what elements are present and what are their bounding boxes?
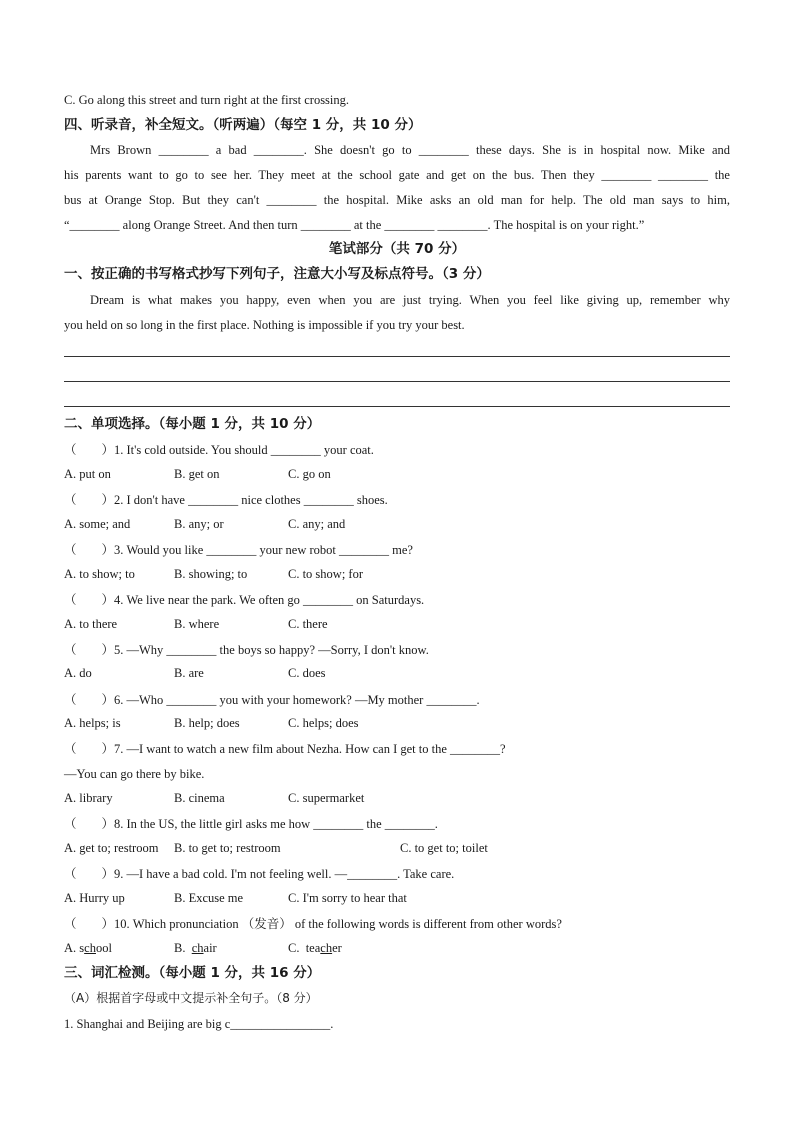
question-10-options — [64, 941, 730, 957]
question-2-options — [64, 517, 730, 533]
question-1: （ ）1. It's cold outside. You should ________ your coat. — [64, 443, 374, 457]
copy-text-line-2: you held on so long in the first place. Nothing is impossible if you try your best. — [64, 318, 465, 332]
question-6: （ ）6. —Who ________ you with your homework? —My mother ________. — [64, 693, 480, 707]
section-3-title: 三、词汇检测。（每小题 1 分，共 16 分） — [64, 965, 321, 981]
option-c: C. supermarket — [288, 791, 365, 805]
vocab-question-1: 1. Shanghai and Beijing are big c________________. — [64, 1017, 334, 1031]
question-5-options — [64, 666, 730, 682]
option-c: C. I'm sorry to hear that — [288, 891, 407, 905]
option-b: B. get on — [174, 467, 220, 481]
option-b: B. Excuse me — [174, 891, 244, 905]
option-a: A. some; and — [64, 517, 131, 531]
question-8: （ ）8. In the US, the little girl asks me how ________ the ________. — [64, 817, 438, 831]
passage-line-1: Mrs Brown ________ a bad ________. She doesn't go to ________ these days. She is in hospital now. Mike and — [90, 143, 730, 157]
option-a: A. to there — [64, 617, 118, 631]
question-1-options — [64, 467, 730, 483]
option-b: B. cinema — [174, 791, 225, 805]
section-2-title: 二、单项选择。（每小题 1 分，共 10 分） — [64, 416, 321, 432]
option-b: B. showing; to — [174, 567, 248, 581]
option-b: B. chair — [174, 941, 217, 955]
question-8-options — [64, 841, 730, 857]
option-b: B. any; or — [174, 517, 224, 531]
option-a: A. do — [64, 666, 92, 680]
option-c: C. teacher — [288, 941, 342, 955]
question-9-options — [64, 891, 730, 907]
option-a: A. school — [64, 941, 112, 955]
question-4-options — [64, 617, 730, 633]
copy-text-line-1: Dream is what makes you happy, even when you are just trying. When you feel like giving up, remember why — [90, 293, 730, 307]
option-a: A. Hurry up — [64, 891, 125, 905]
question-2: （ ）2. I don't have ________ nice clothes ________ shoes. — [64, 493, 388, 507]
question-7: （ ）7. —I want to watch a new film about Nezha. How can I get to the ________? — [64, 742, 506, 756]
section-1-title: 一、按正确的书写格式抄写下列句子，注意大小写及标点符号。（3 分） — [64, 266, 490, 282]
previous-option-c: C. Go along this street and turn right at the first crossing. — [64, 93, 350, 107]
question-3: （ ）3. Would you like ________ your new robot ________ me? — [64, 543, 413, 557]
option-c: C. helps; does — [288, 716, 359, 730]
writing-line-2[interactable] — [64, 381, 730, 382]
passage-line-3: bus at Orange Stop. But they can't ________ the hospital. Mike asks an old man for help. The old man says to him, — [64, 193, 730, 207]
question-10: （ ）10. Which pronunciation （发音） of the following words is different from other words? — [64, 917, 562, 931]
option-b: B. help; does — [174, 716, 240, 730]
question-7-options — [64, 791, 730, 807]
option-a: A. put on — [64, 467, 111, 481]
option-b: B. where — [174, 617, 220, 631]
passage-line-2: his parents want to go to see her. They meet at the school gate and get on the bus. Then they ________ ________ the — [64, 168, 730, 182]
question-6-options — [64, 716, 730, 732]
option-a: A. get to; restroom — [64, 841, 159, 855]
option-c: C. to show; for — [288, 567, 363, 581]
option-b: B. to get to; restroom — [174, 841, 281, 855]
option-c: C. to get to; toilet — [400, 841, 488, 855]
option-c: C. any; and — [288, 517, 346, 531]
option-b: B. are — [174, 666, 204, 680]
question-3-options — [64, 567, 730, 583]
writing-line-3[interactable] — [64, 406, 730, 407]
option-c: C. go on — [288, 467, 331, 481]
option-a: A. helps; is — [64, 716, 121, 730]
written-part-title: 笔试部分（共 70 分） — [328, 241, 466, 257]
question-4: （ ）4. We live near the park. We often go ________ on Saturdays. — [64, 593, 425, 607]
section-3-sub-a: （A）根据首字母或中文提示补全句子。（8 分） — [64, 991, 318, 1005]
passage-line-4: “________ along Orange Street. And then turn ________ at the ________ ________. The hospital is on your right.” — [64, 218, 645, 232]
question-7-reply: —You can go there by bike. — [64, 767, 205, 781]
option-a: A. library — [64, 791, 113, 805]
section-4-title: 四、听录音，补全短文。（听两遍）（每空 1 分，共 10 分） — [64, 117, 422, 133]
option-c: C. does — [288, 666, 326, 680]
question-9: （ ）9. —I have a bad cold. I'm not feeling well. —________. Take care. — [64, 867, 455, 881]
option-a: A. to show; to — [64, 567, 135, 581]
question-5: （ ）5. —Why ________ the boys so happy? —Sorry, I don't know. — [64, 643, 429, 657]
writing-line-1[interactable] — [64, 356, 730, 357]
option-c: C. there — [288, 617, 328, 631]
